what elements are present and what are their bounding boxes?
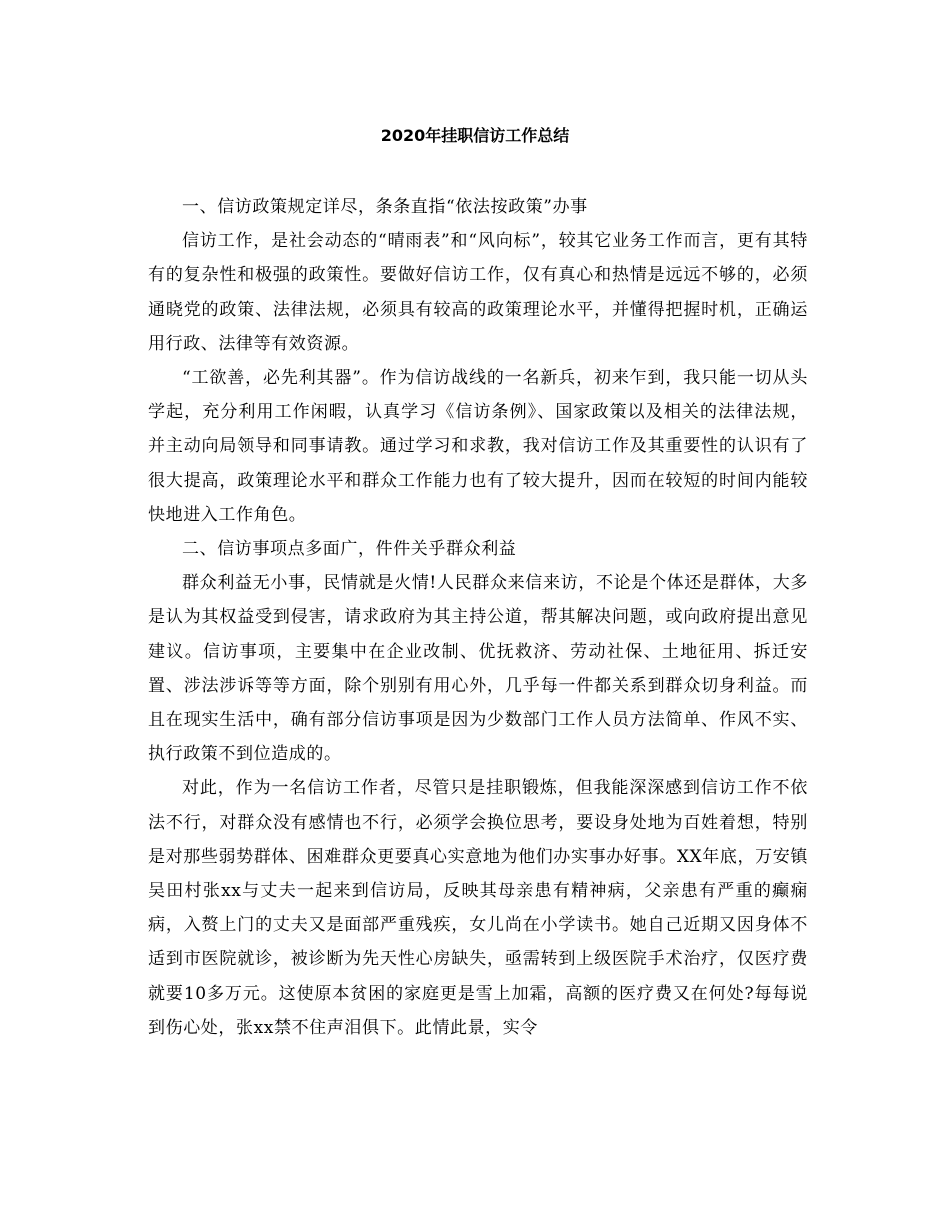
paragraph: 对此，作为一名信访工作者，尽管只是挂职锻炼，但我能深深感到信访工作不依法不行，对群众没有感情也不行，必须学会换位思考，要设身处地为百姓着想，特别是对那些弱势群体、困难群众更要真心实意地为他们办实事办好事。XX年底，万安镇吴田村张xx与丈夫一起来到信访局，反映其母亲患有精神病，父亲患有严重的癫痫病，入赘上门的丈夫又是面部严重残疾，女儿尚在小学读书。她自己近期又因身体不适到市医院就诊，被诊断为先天性心房缺失，亟需转到上级医院手术治疗，仅医疗费就要10多万元。这使原本贫困的家庭更是雪上加霜，高额的医疗费又在何处?每每说到伤心处，张xx禁不住声泪俱下。此情此景，实令 bbox=[148, 778, 808, 1038]
paragraph: 群众利益无小事，民情就是火情!人民群众来信来访，不论是个体还是群体，大多是认为其权益受到侵害，请求政府为其主持公道，帮其解决问题，或向政府提出意见建议。信访事项，主要集中在企业改制、优抚救济、劳动社保、土地征用、拆迁安置、涉法涉诉等等方面，除个别别有用心外，几乎每一件都关系到群众切身利益。而且在现实生活中，确有部分信访事项是因为少数部门工作人员方法简单、作风不实、执行政策不到位造成的。 bbox=[148, 573, 808, 765]
document-body bbox=[148, 190, 808, 1045]
paragraph: “工欲善，必先利其器”。作为信访战线的一名新兵，初来乍到，我只能一切从头学起，充分利用工作闲暇，认真学习《信访条例》、国家政策以及相关的法律法规，并主动向局领导和同事请教。通过学习和求教，我对信访工作及其重要性的认识有了很大提高，政策理论水平和群众工作能力也有了较大提升，因而在较短的时间内能较快地进入工作角色。 bbox=[148, 368, 808, 525]
section-heading-2: 二、信访事项点多面广，件件关乎群众利益 bbox=[182, 539, 517, 560]
section-heading-1: 一、信访政策规定详尽，条条直指“依法按政策”办事 bbox=[182, 197, 588, 217]
paragraph: 信访工作，是社会动态的“晴雨表”和“风向标”，较其它业务工作而言，更有其特有的复杂性和极强的政策性。要做好信访工作，仅有真心和热情是远远不够的，必须通晓党的政策、法律法规，必须具有较高的政策理论水平，并懂得把握时机，正确运用行政、法律等有效资源。 bbox=[148, 231, 808, 354]
document-title: 2020年挂职信访工作总结 bbox=[380, 126, 570, 145]
